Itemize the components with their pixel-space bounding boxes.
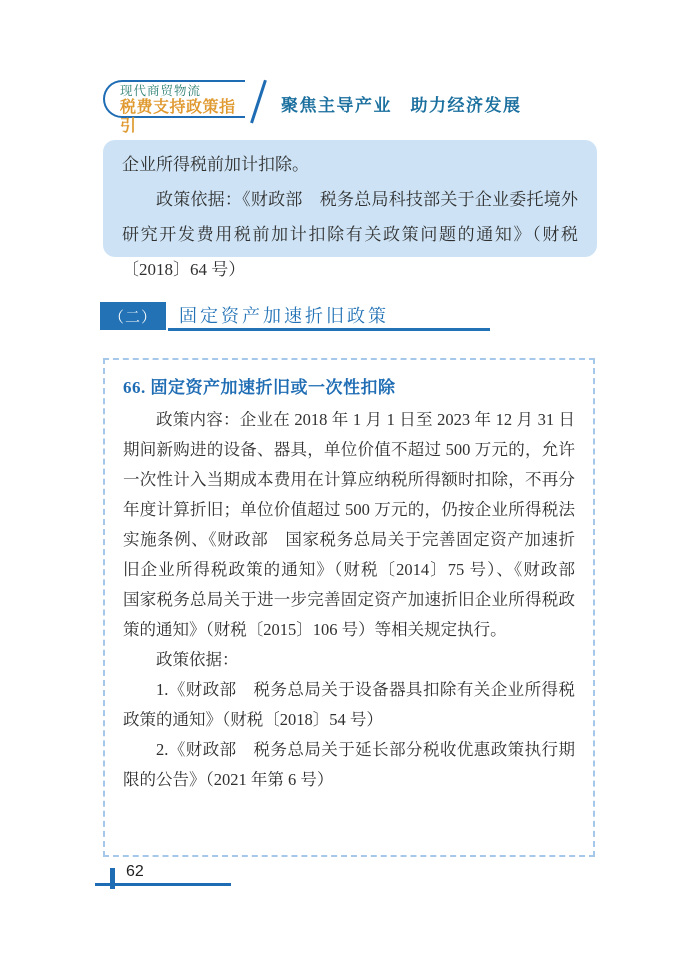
header-slogan: 聚焦主导产业 助力经济发展	[281, 96, 522, 115]
policy-item-box	[103, 358, 595, 857]
section-title: 固定资产加速折旧政策	[179, 306, 389, 326]
policy-basis-label: 政策依据：	[156, 650, 239, 669]
continuation-text: 企业所得税前加计扣除。	[122, 155, 309, 174]
policy-continuation-box	[103, 140, 597, 279]
section-title-underline	[168, 328, 490, 331]
brand-subtitle: 现代商贸物流	[120, 84, 202, 98]
policy-basis-item-1: 1.《财政部 税务总局关于设备器具扣除有关企业所得税政策的通知》（财税〔2018〕54 号）	[123, 680, 575, 729]
brand-title: 税费支持政策指引	[120, 99, 236, 135]
policy-basis-item-2: 2.《财政部 税务总局关于延长部分税收优惠政策执行期限的公告》（2021 年第 6 号）	[123, 740, 575, 789]
policy-item-title: 66. 固定资产加速折旧或一次性扣除	[123, 378, 396, 397]
footer-accent-bar	[110, 868, 115, 889]
section-number-badge: （二）	[100, 302, 166, 330]
header-slash-divider	[250, 80, 266, 124]
footer-rule	[95, 883, 231, 886]
page-number: 62	[126, 863, 144, 880]
policy-basis-text: 政策依据：《财政部 税务总局科技部关于企业委托境外研究开发费用税前加计扣除有关政策问题的通知》（财税〔2018〕64 号）	[122, 190, 578, 279]
brand-logo-frame	[103, 80, 245, 135]
policy-content-paragraph: 政策内容：企业在 2018 年 1 月 1 日至 2023 年 12 月 31 日期间新购进的设备、器具，单位价值不超过 500 万元的，允许一次性计入当期成本费用在计算应纳税所得额时扣除，不再分年度计算折旧；单位价值超过 500 万元的，仍按企业所得税法实施条例、《财政部 国家税务总局关于完善固定资产加速折旧企业所得税政策的通知》（财税〔2014〕75 号）、《财政部 国家税务总局关于进一步完善固定资产加速折旧企业所得税政策的通知》（财税〔2015〕106 号）等相关规定执行。	[123, 410, 592, 639]
